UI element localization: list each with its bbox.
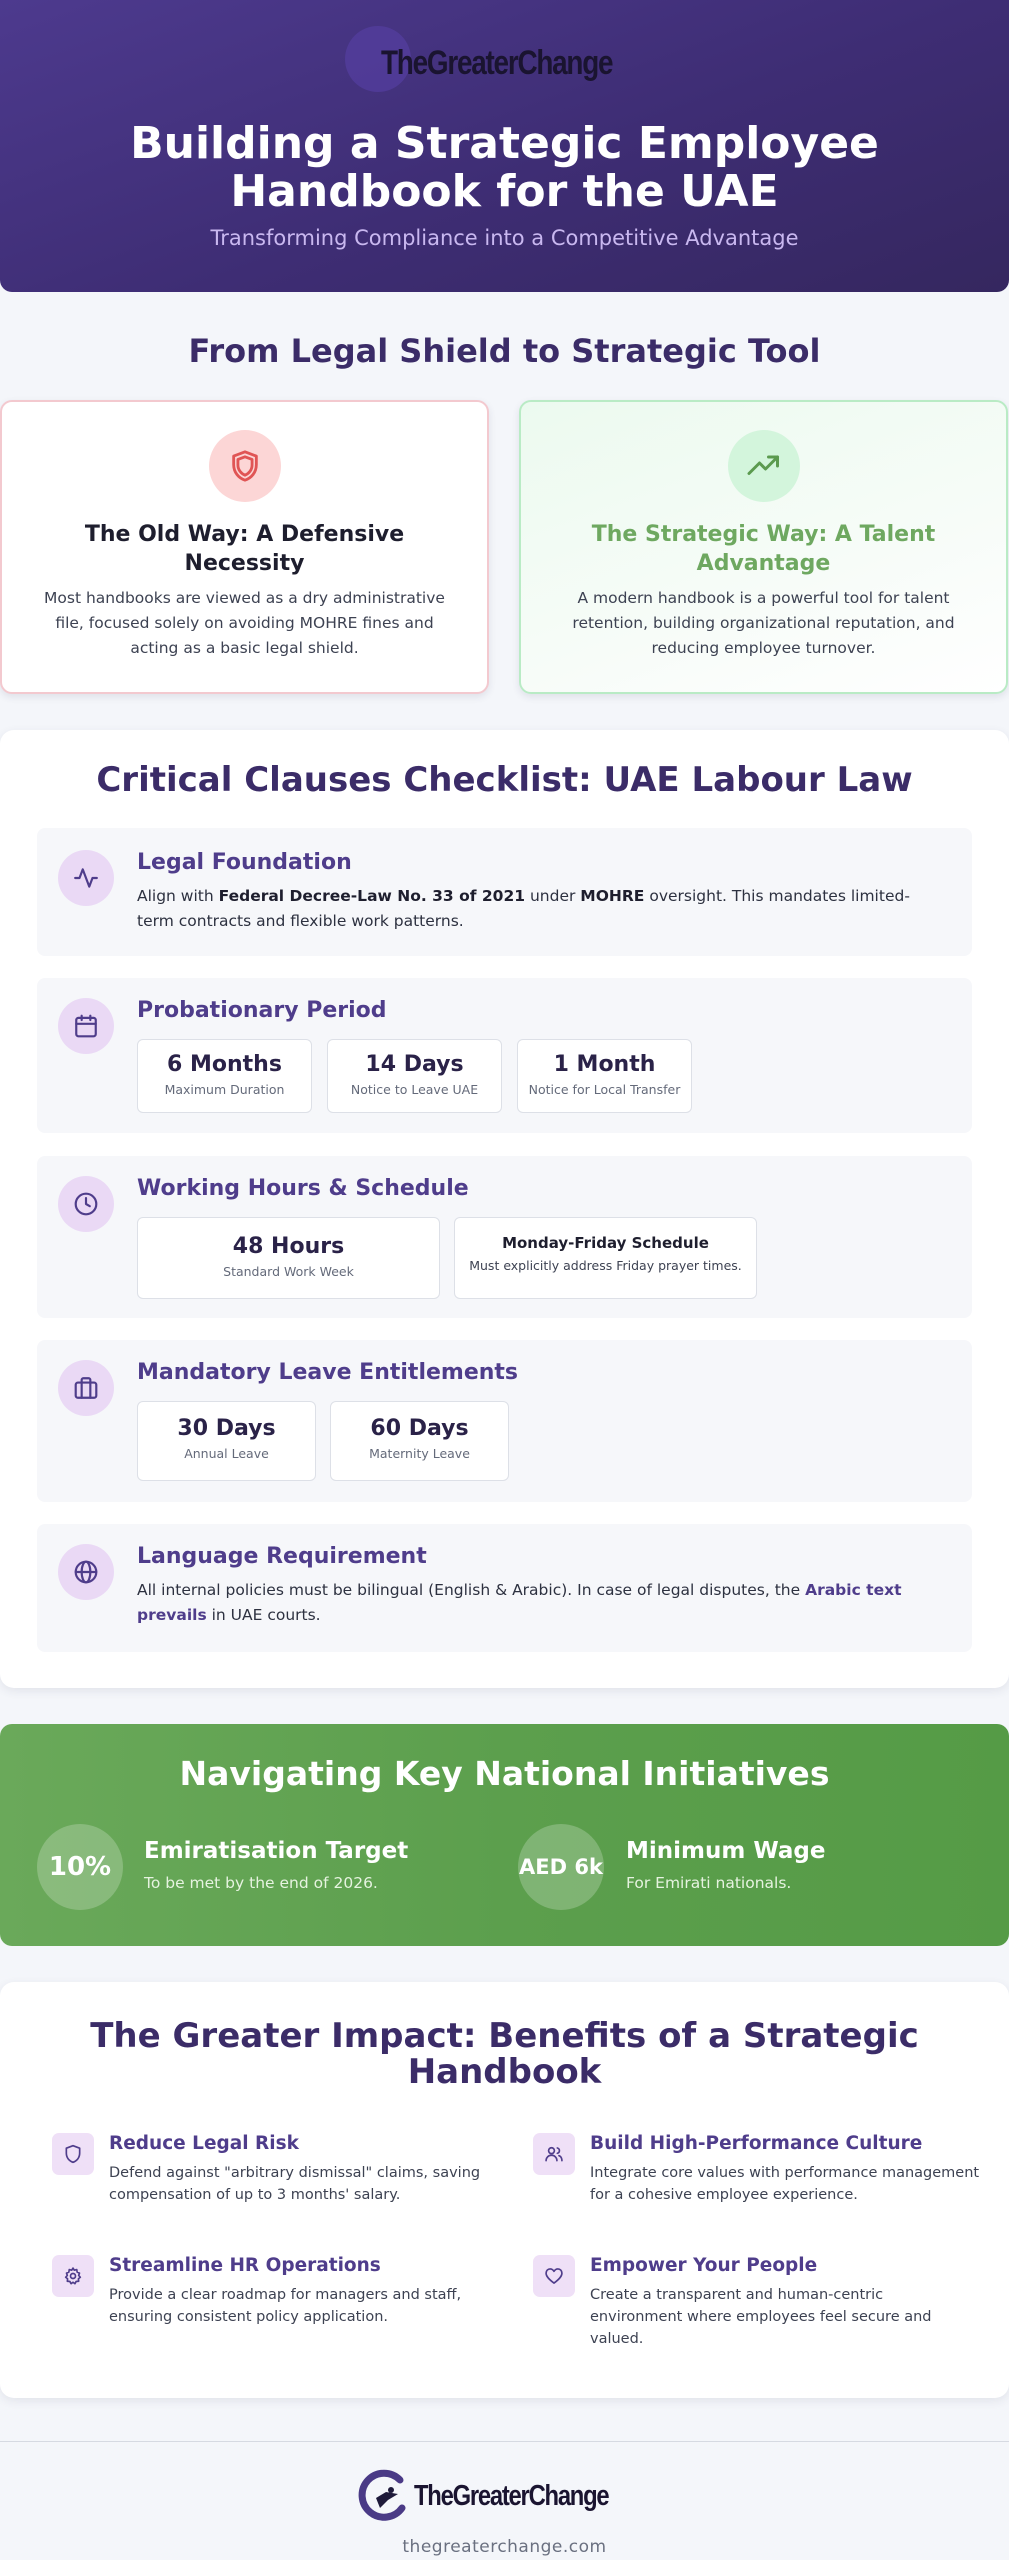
logo-mark-icon <box>358 2468 410 2524</box>
strategic-way-text: A modern handbook is a powerful tool for talent retention, building organizational reputation, and reducing employee turnover. <box>572 589 955 657</box>
stat-card <box>137 1217 440 1299</box>
emiratisation-text: To be met by the end of 2026. <box>144 1874 378 1892</box>
stat-value: 30 Days <box>177 1416 276 1441</box>
stat-card <box>137 1039 312 1113</box>
minimum-wage-heading: Minimum Wage <box>626 1838 826 1864</box>
schedule-note-text: Must explicitly address Friday prayer times. <box>469 1258 742 1273</box>
law-reference: Federal Decree-Law No. 33 of 2021 <box>218 887 526 905</box>
benefit-text: Defend against "arbitrary dismissal" claims, saving compensation of up to 3 months' salary. <box>109 2165 481 2203</box>
stat-value: 6 Months <box>167 1052 282 1077</box>
benefit-text: Create a transparent and human-centric environment where employees feel secure and valued. <box>590 2287 932 2347</box>
clause-title: Legal Foundation <box>137 850 352 875</box>
benefit-text: Integrate core values with performance management for a cohesive employee experience. <box>590 2165 980 2203</box>
initiatives-title: Navigating Key National Initiatives <box>179 1754 830 1793</box>
brand-logo[interactable] <box>0 34 1009 92</box>
page-title-line2: Handbook for the UAE <box>230 166 779 217</box>
clause-leave <box>37 1340 972 1502</box>
benefits-title: The Greater Impact: Benefits of a Strategic Handbook <box>90 2016 919 2092</box>
national-initiatives <box>0 1724 1009 1946</box>
heart-icon <box>533 2255 575 2297</box>
old-way-heading: The Old Way: A Defensive Necessity <box>84 522 405 576</box>
brand-name: TheGreaterChange <box>381 43 613 82</box>
ministry-reference: MOHRE <box>580 887 645 905</box>
old-way-text: Most handbooks are viewed as a dry administrative file, focused solely on avoiding MOHRE fines and acting as a basic legal shield. <box>44 589 445 657</box>
stat-label: Maternity Leave <box>369 1446 470 1461</box>
globe-icon <box>58 1544 114 1600</box>
clause-title: Mandatory Leave Entitlements <box>137 1360 519 1385</box>
strategic-way-heading: The Strategic Way: A Talent Advantage <box>591 522 936 576</box>
shield-icon <box>52 2133 94 2175</box>
stat-label: Maximum Duration <box>164 1082 285 1097</box>
clause-text: Align with Federal Decree-Law No. 33 of 2021 under MOHRE oversight. This mandates limited-term contracts and flexible work patterns. <box>137 887 910 930</box>
stat-card <box>327 1039 502 1113</box>
stat-value: 48 Hours <box>232 1234 345 1259</box>
minimum-wage-text: For Emirati nationals. <box>626 1874 792 1892</box>
clause-probation <box>37 978 972 1133</box>
stat-label: Notice to Leave UAE <box>350 1082 479 1097</box>
benefit-heading: Empower Your People <box>590 2255 818 2276</box>
comparison-title: From Legal Shield to Strategic Tool <box>188 332 821 370</box>
clause-title: Language Requirement <box>137 1544 427 1569</box>
activity-icon <box>58 850 114 906</box>
gear-icon <box>52 2255 94 2297</box>
benefit-text: Provide a clear roadmap for managers and staff, ensuring consistent policy application. <box>109 2287 462 2325</box>
stat-card <box>137 1401 316 1481</box>
stat-value: 14 Days <box>365 1052 464 1077</box>
stat-value: 60 Days <box>370 1416 469 1441</box>
clause-title: Working Hours & Schedule <box>137 1176 469 1201</box>
stat-value: 1 Month <box>553 1052 656 1077</box>
clause-language <box>37 1524 972 1652</box>
schedule-note-title: Monday-Friday Schedule <box>502 1234 709 1252</box>
benefits-section <box>0 1982 1009 2398</box>
benefit-heading: Streamline HR Operations <box>109 2255 381 2276</box>
brand-name: TheGreaterChange <box>413 2479 609 2512</box>
emiratisation-badge: 10% <box>37 1824 123 1910</box>
arabic-prevails-highlight: Arabic text prevails <box>137 1581 902 1624</box>
strategic-way-card <box>519 400 1008 694</box>
footer-divider <box>0 2441 1009 2442</box>
stat-label: Notice for Local Transfer <box>528 1082 681 1097</box>
clock-icon <box>58 1176 114 1232</box>
clause-legal-foundation <box>37 828 972 956</box>
stat-card <box>517 1039 692 1113</box>
page-title-line1: Building a Strategic Employee <box>130 118 879 169</box>
footer-url-link[interactable]: thegreaterchange.com <box>402 2537 607 2557</box>
benefit-heading: Build High-Performance Culture <box>590 2133 923 2154</box>
clause-working-hours <box>37 1156 972 1318</box>
stat-card <box>330 1401 509 1481</box>
emiratisation-heading: Emiratisation Target <box>144 1838 409 1864</box>
footer-logo[interactable] <box>0 2468 1009 2524</box>
clause-title: Probationary Period <box>137 998 387 1023</box>
clauses-checklist <box>0 730 1009 1688</box>
users-icon <box>533 2133 575 2175</box>
briefcase-icon <box>58 1360 114 1416</box>
checklist-title: Critical Clauses Checklist: UAE Labour Law <box>96 760 913 800</box>
shield-icon <box>209 430 281 502</box>
clause-text: All internal policies must be bilingual (English & Arabic). In case of legal disputes, the Arabic text prevails in UAE courts. <box>137 1581 902 1624</box>
page-title <box>0 120 1009 216</box>
old-way-card <box>0 400 489 694</box>
minimum-wage-badge: AED 6k <box>518 1824 604 1910</box>
calendar-icon <box>58 998 114 1054</box>
stat-label: Standard Work Week <box>223 1264 354 1279</box>
hero-banner <box>0 0 1009 292</box>
stat-label: Annual Leave <box>184 1446 269 1461</box>
page-subtitle: Transforming Compliance into a Competitive Advantage <box>210 226 799 250</box>
benefit-heading: Reduce Legal Risk <box>109 2133 299 2154</box>
trending-up-icon <box>728 430 800 502</box>
schedule-note-card <box>454 1217 757 1299</box>
